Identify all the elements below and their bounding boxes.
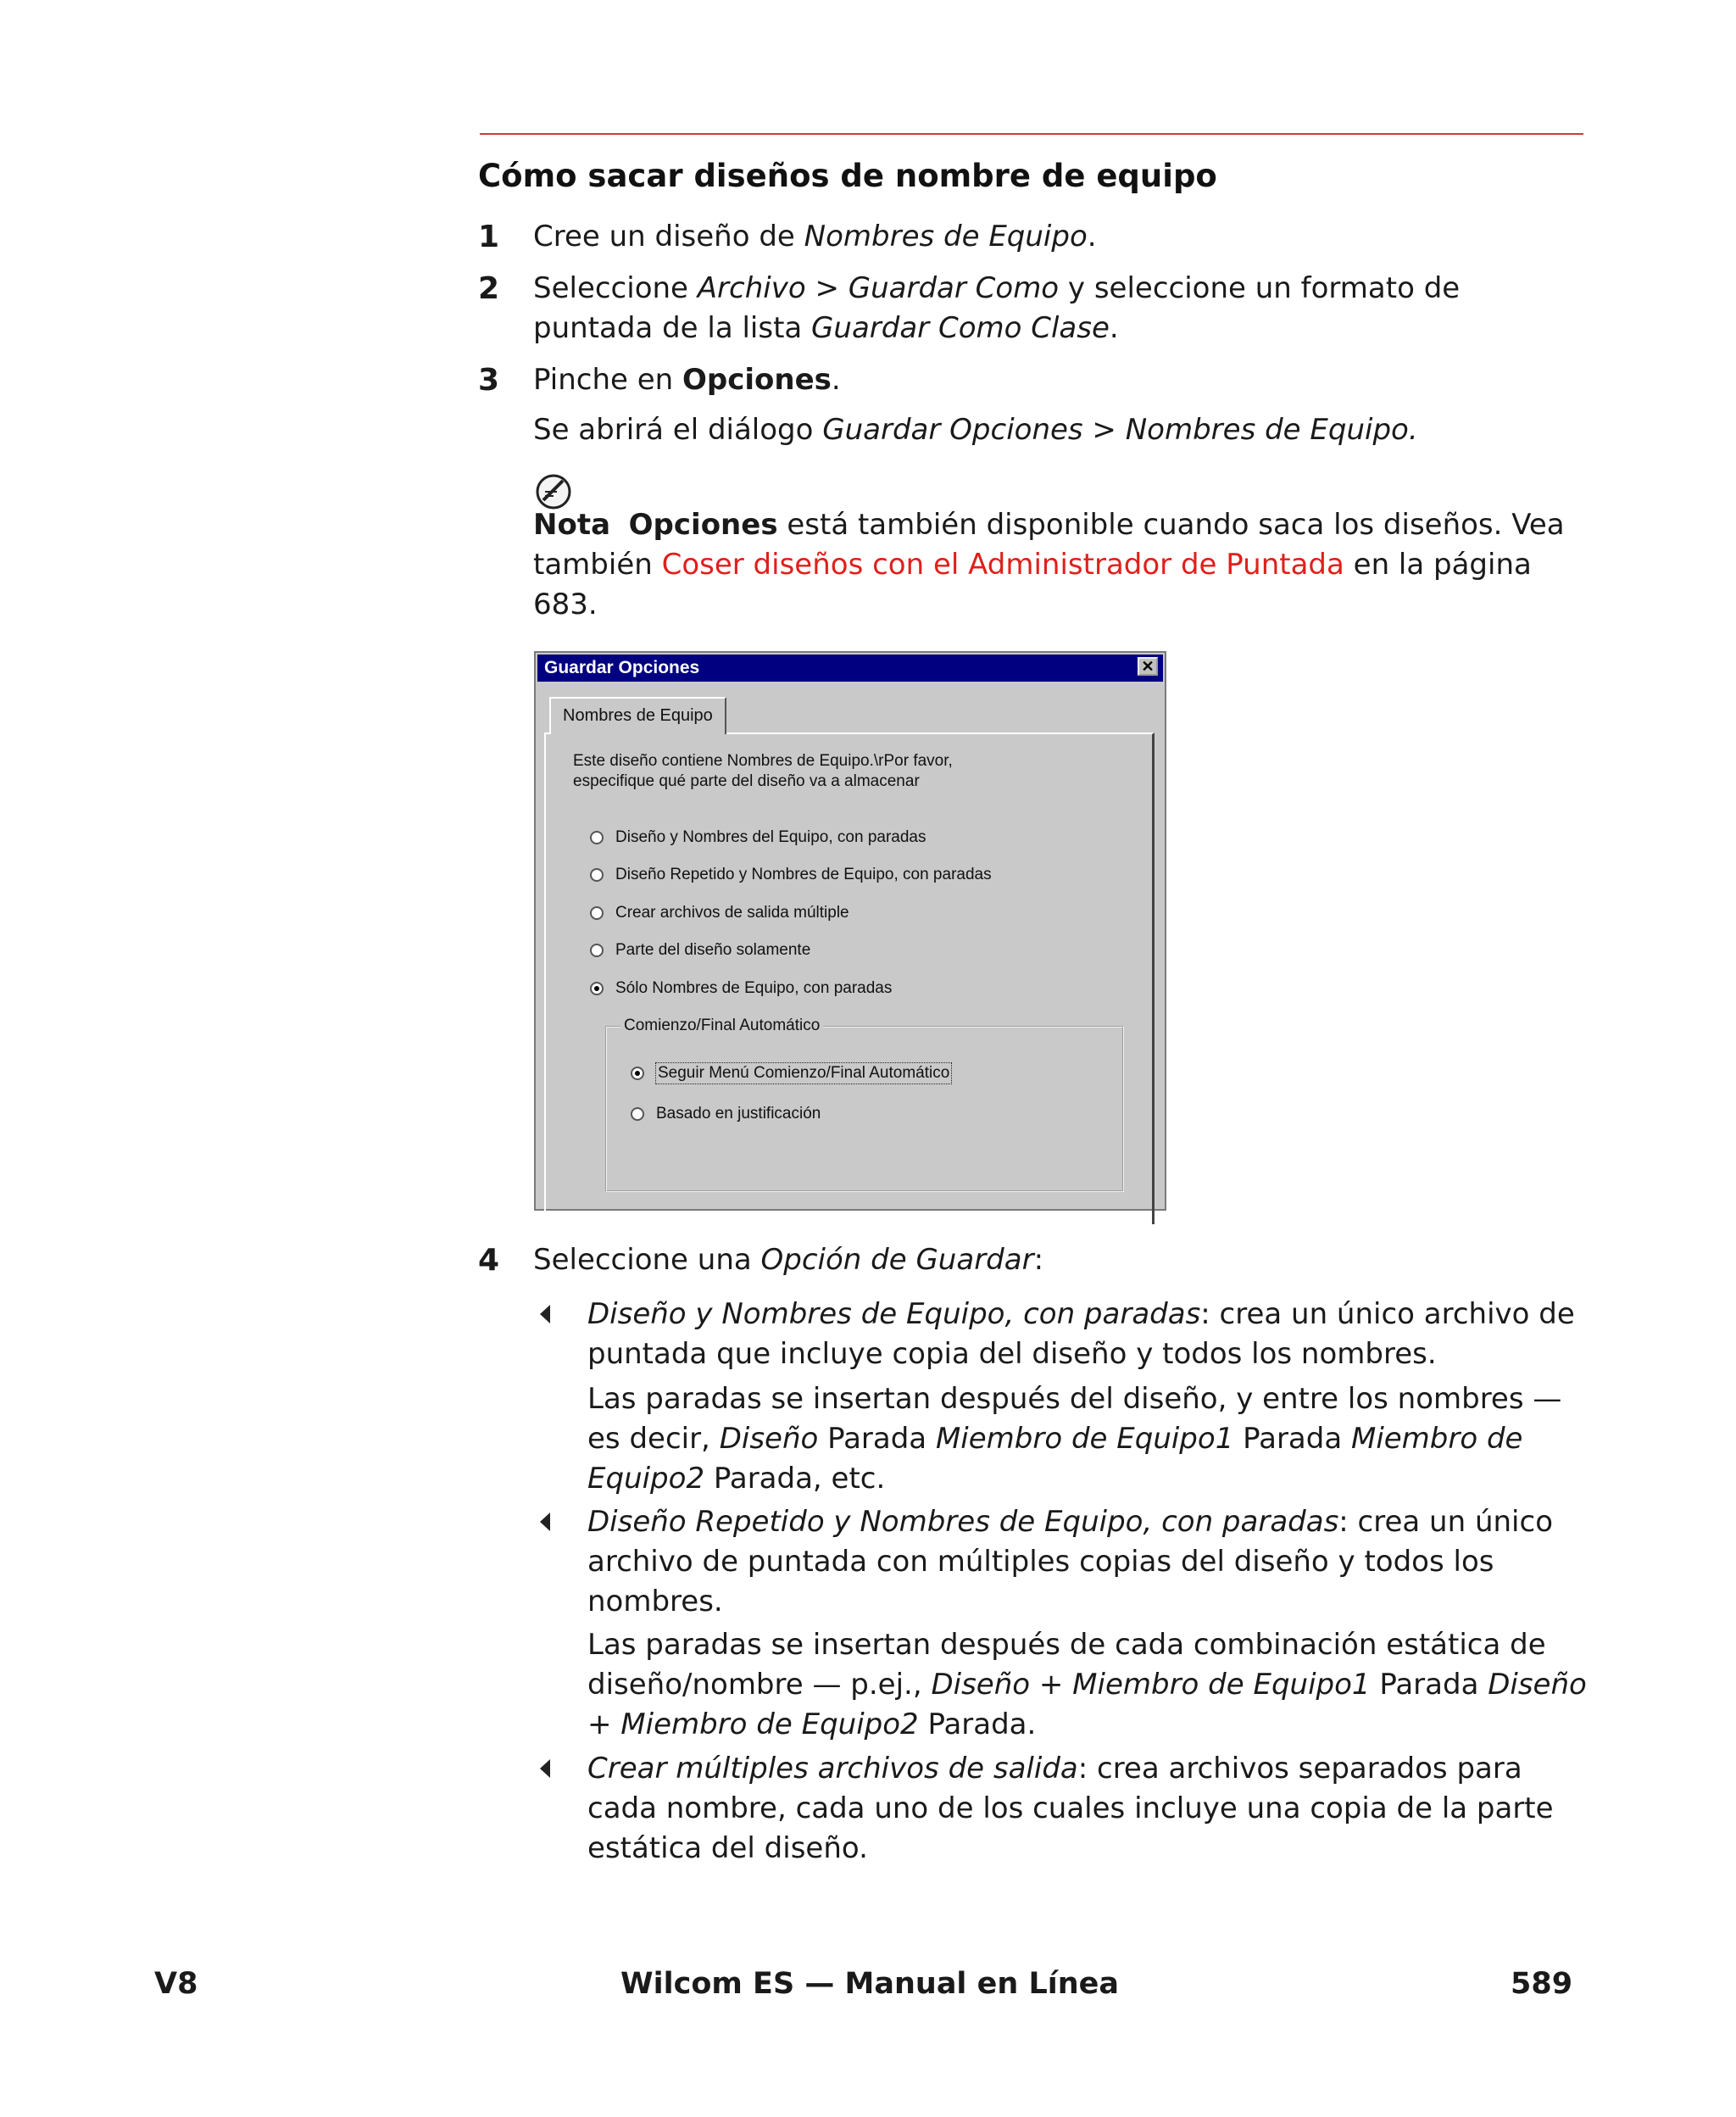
step-number: 3 [478,363,500,398]
radio-icon[interactable] [631,1107,644,1121]
note-label: Nota [533,508,611,542]
bullet-arrow-icon [540,1513,550,1531]
radio-selected-icon[interactable] [590,982,604,995]
header-rule [480,133,1583,135]
option-solo-nombres[interactable]: Sólo Nombres de Equipo, con paradas [590,978,892,999]
radio-selected-icon[interactable] [631,1067,644,1080]
section-heading: Cómo sacar diseños de nombre de equipo [478,158,1217,194]
option-seguir-menu[interactable]: Seguir Menú Comienzo/Final Automático [631,1063,951,1084]
step-number: 2 [478,271,500,306]
group-label: Comienzo/Final Automático [620,1016,823,1036]
cross-reference-link[interactable]: Coser diseños con el Administrador de Puntada [661,548,1344,582]
step-number: 4 [478,1243,500,1278]
radio-icon[interactable] [590,868,604,882]
option-basado-justificacion[interactable]: Basado en justificación [631,1104,821,1124]
bullet-arrow-icon [540,1305,550,1323]
bullet-arrow-icon [540,1759,550,1778]
auto-start-end-group [605,1017,1124,1192]
option-diseno-repetido[interactable]: Diseño Repetido y Nombres de Equipo, con paradas [590,865,992,885]
step-text: Pinche en Opciones. [533,363,841,397]
footer-version: V8 [154,1967,198,2001]
radio-icon[interactable] [590,944,604,957]
dialog-title: Guardar Opciones [537,655,1163,682]
option-diseno-y-nombres[interactable]: Diseño y Nombres del Equipo, con paradas [590,827,926,848]
option-crear-archivos[interactable]: Crear archivos de salida múltiple [590,903,849,923]
footer-title: Wilcom ES — Manual en Línea [620,1967,1120,2001]
footer-page-number: 589 [1511,1967,1573,2001]
note: Nota Opciones está también disponible cuando saca los diseños. Vea también Coser diseños con el Administrador de Puntada en la página 683. [533,508,1565,621]
tab-nombres-de-equipo[interactable]: Nombres de Equipo [549,697,726,734]
option-parte-del-diseno[interactable]: Parte del diseño solamente [590,940,810,961]
step-number: 1 [478,220,500,254]
step-text: Seleccione Archivo > Guardar Como y seleccione un formato de puntada de la lista Guardar Como Clase. [533,271,1461,345]
guardar-opciones-dialog [534,651,1166,1211]
step-text: Cree un diseño de Nombres de Equipo. [533,220,1097,253]
close-button[interactable]: ✕ [1138,657,1158,676]
radio-icon[interactable] [590,906,604,920]
radio-icon[interactable] [590,831,604,844]
step-text: Seleccione una Opción de Guardar: [533,1243,1044,1277]
step-3-result: Se abrirá el diálogo Guardar Opciones > Nombres de Equipo. [533,413,1418,447]
dialog-description: Este diseño contiene Nombres de Equipo.\rPor favor, especifique qué parte del diseño va a almacenar [573,752,953,790]
